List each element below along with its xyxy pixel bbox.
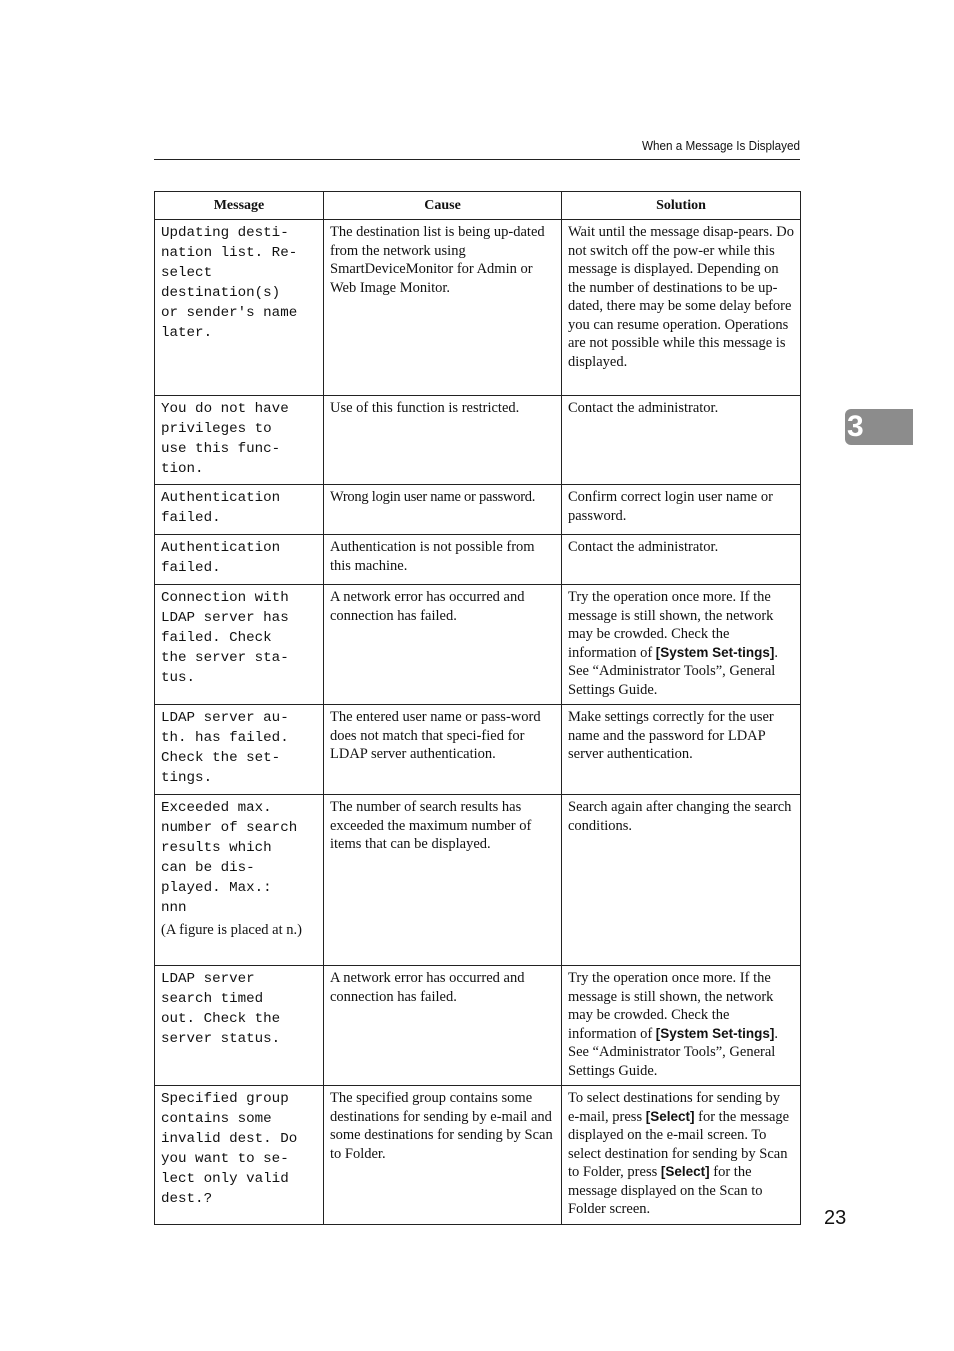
message-cell <box>155 1086 324 1225</box>
message-note: (A figure is placed at n.) <box>161 922 302 938</box>
solution-cell <box>562 1086 801 1225</box>
table-row <box>155 966 801 1086</box>
message-table <box>154 191 801 1225</box>
table-row <box>155 705 801 795</box>
message-cell <box>155 485 324 535</box>
solution-cell: Wait until the message disap-pears. Do not switch off the pow-er while this message is displayed. Depending on the number of destinations to be up-dated, there may be some delay before you can resume operation. Operations are not possible while this message is displayed. <box>562 220 801 396</box>
solution-cell: Search again after changing the search conditions. <box>562 795 801 966</box>
solution-cell <box>562 585 801 705</box>
solution-text: . See “Administrator Tools”, General Settings Guide. <box>568 644 778 698</box>
header-rule <box>154 159 800 160</box>
cause-cell: Wrong login user name or password. <box>324 485 562 535</box>
table-header-row <box>155 192 801 220</box>
table-row <box>155 485 801 535</box>
table-row <box>155 585 801 705</box>
solution-cell: Contact the administrator. <box>562 396 801 485</box>
message-cell <box>155 535 324 585</box>
column-header-cause: Cause <box>324 192 562 220</box>
message-text: Connection with LDAP server has failed. Check the server sta- tus. <box>161 590 289 686</box>
message-text: Updating desti- nation list. Re- select destination(s) or sender's name later. <box>161 225 298 341</box>
cause-cell: A network error has occurred and connection has failed. <box>324 966 562 1086</box>
table-row <box>155 795 801 966</box>
message-cell <box>155 396 324 485</box>
column-header-message: Message <box>155 192 324 220</box>
select-key: [Select] <box>645 1108 695 1124</box>
solution-text: To select destinations for sending by e-mail, press <box>568 1090 781 1125</box>
message-cell <box>155 795 324 966</box>
cause-cell: The number of search results has exceeded the maximum number of items that can be displayed. <box>324 795 562 966</box>
cause-cell: The destination list is being up-dated from the network using SmartDeviceMonitor for Admin or Web Image Monitor. <box>324 220 562 396</box>
message-text: Authentication failed. <box>161 540 281 576</box>
message-cell <box>155 585 324 705</box>
solution-text: Try the operation once more. If the message is still shown, the network may be crowded. Check the information of <box>568 970 774 1042</box>
message-text: Authentication failed. <box>161 490 281 526</box>
message-text: LDAP server search timed out. Check the server status. <box>161 971 281 1047</box>
cause-cell: Use of this function is restricted. <box>324 396 562 485</box>
message-cell <box>155 220 324 396</box>
solution-text: for the message displayed on the Scan to Folder screen. <box>568 1164 763 1217</box>
solution-cell: Make settings correctly for the user name and the password for LDAP server authentication. <box>562 705 801 795</box>
solution-cell: Confirm correct login user name or password. <box>562 485 801 535</box>
message-text: You do not have privileges to use this func- tion. <box>161 401 289 477</box>
message-text: Specified group contains some invalid dest. Do you want to se- lect only valid dest.? <box>161 1091 298 1207</box>
page-number: 23 <box>824 1207 847 1229</box>
cause-cell: Authentication is not possible from this machine. <box>324 535 562 585</box>
table-row <box>155 535 801 585</box>
table-row <box>155 1086 801 1225</box>
table-row <box>155 396 801 485</box>
message-cell <box>155 966 324 1086</box>
cause-cell: A network error has occurred and connection has failed. <box>324 585 562 705</box>
message-text: LDAP server au- th. has failed. Check the set- tings. <box>161 710 289 786</box>
cause-cell: The specified group contains some destinations for sending by e-mail and some destinations for sending by Scan to Folder. <box>324 1086 562 1225</box>
solution-text: for the message displayed on the e-mail screen. To select destination for sending by Scan to Folder, press <box>568 1108 790 1180</box>
running-header: When a Message Is Displayed <box>641 138 800 153</box>
system-settings-key: [System Set-tings] <box>655 644 775 660</box>
select-key: [Select] <box>660 1164 710 1179</box>
message-text: Exceeded max. number of search results which can be dis- played. Max.: nnn <box>161 800 298 916</box>
solution-cell: Contact the administrator. <box>562 535 801 585</box>
cause-cell: The entered user name or pass-word does not match that speci-fied for LDAP server authentication. <box>324 705 562 795</box>
chapter-tab: 3 <box>845 409 913 445</box>
message-cell <box>155 705 324 795</box>
table-row <box>155 220 801 396</box>
solution-cell <box>562 966 801 1086</box>
solution-text: Try the operation once more. If the message is still shown, the network may be crowded. Check the information of <box>568 589 774 661</box>
solution-text: . See “Administrator Tools”, General Settings Guide. <box>568 1025 778 1079</box>
system-settings-key: [System Set-tings] <box>655 1025 775 1041</box>
column-header-solution: Solution <box>562 192 801 220</box>
